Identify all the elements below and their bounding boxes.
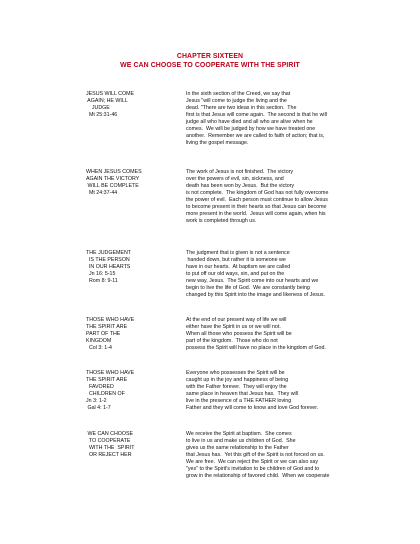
section-body: The work of Jesus is not finished. The victory over the powers of evil, sin, sickness, and death has been won by Jesus. But the victory is not complete. The kingdom of God has not fully overcome the power of evil. Each person must continue to allow Jesus to become present in their hearts so that Jesus can become more present in the world. Jesus will come again, when his work is completed through us.: [186, 169, 329, 225]
section-body: At the end of our present way of life we will either have the Spirit in us or we will not. When all those who possess the Spirit will be part of the kingdom. Those who do not possess the Spirit will have no place in the kingdom of God.: [186, 317, 326, 352]
section-body: In the sixth section of the Creed, we say that Jesus "will come to judge the living and the dead. "There are two ideas in this section. The first is that Jesus will come again. The second is that he will judge all who have died and all who are alive when he comes. We will be judged by how we have treated one another. Remember we are called to faith of action; that is, living the gospel message.: [186, 91, 327, 147]
chapter-subtitle: WE CAN CHOOSE TO COOPERATE WITH THE SPIRIT: [120, 61, 300, 69]
section-heading: WE CAN CHOOSE TO COOPERATE WITH THE SPIRIT OR REJECT HER: [87, 431, 135, 459]
section-heading: THE JUDGEMENT IS THE PERSON IN OUR HEARTS Jn 16: 5-15 Rom 8: 9-11: [86, 250, 132, 285]
chapter-header: [0, 53, 420, 70]
chapter-title: CHAPTER SIXTEEN: [176, 53, 244, 60]
section-heading: JESUS WILL COME AGAIN; HE WILL JUDGE Mt 25:31-46: [86, 91, 135, 119]
section-heading: THOSE WHO HAVE THE SPIRIT ARE FAVORED CHILDREN OF Jn 3: 1-2 Gal 4: 1-7: [86, 370, 135, 412]
section-heading: WHEN JESUS COMES AGAIN THE VICTORY WILL BE COMPLETE Mt 24:37-44: [86, 169, 142, 197]
section-body: We receive the Spirit at baptism. She comes to live in us and make us children of God. She gives us the same relationship to the Father that Jesus has. Yet this gift of the Spirit is not forced on us. We are free. We can reject the Spirit or we can also say "yes" to the Spirit's invitation to be children of God and to grow in the relationship of favored child. When we cooperate: [186, 431, 330, 480]
section-body: The judgment that is given is not a sentence handed down, but rather it is someone we have in our hearts. At baptism we are called to put off our old ways, sin, and put on the new way, Jesus. The Spirit come into our hearts and we begin to live the life of God. We are constantly being changed by this Spirit into the image and likeness of Jesus.: [186, 250, 325, 299]
section-body: Everyone who possesses the Spirit will be caught up in the joy and happiness of being with the Father forever. They will enjoy the same place in heaven that Jesus has. They will live in the presence of a THE FATHER loving Father and they will come to know and love God forever.: [186, 370, 319, 412]
section-heading: THOSE WHO HAVE THE SPIRIT ARE PART OF THE KINGDOM Col 3: 1-4: [86, 317, 135, 352]
